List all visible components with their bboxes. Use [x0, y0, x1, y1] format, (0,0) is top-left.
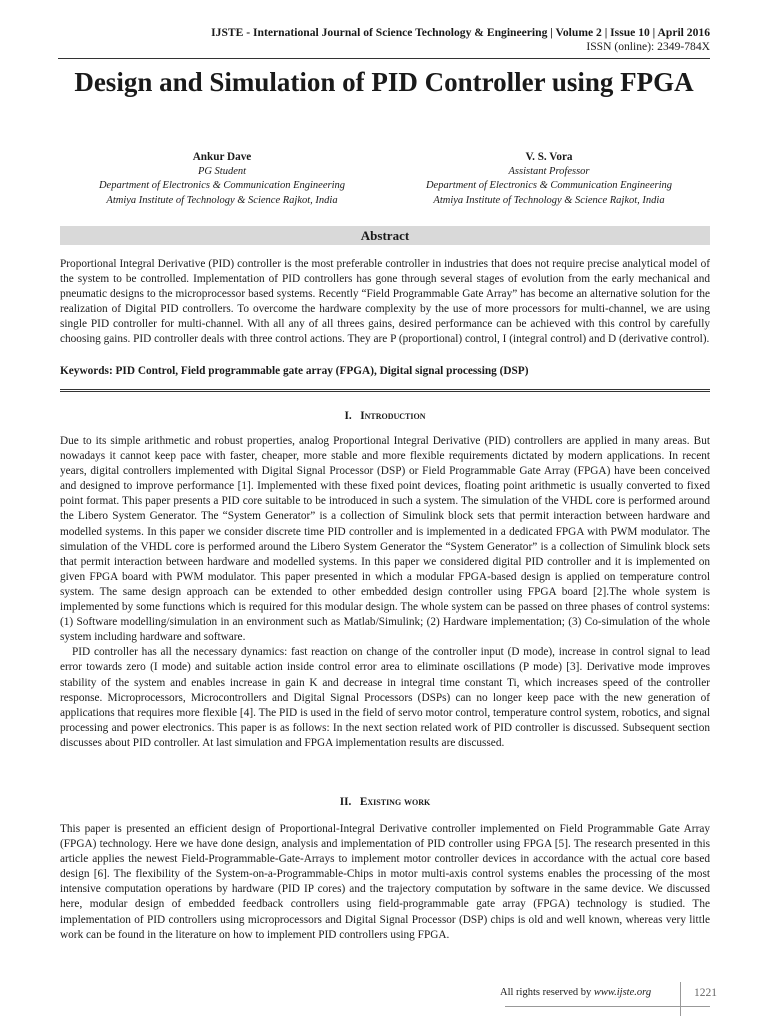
section-number: I. [344, 410, 352, 422]
abstract-text [60, 257, 710, 348]
author-role: PG Student [197, 165, 247, 177]
paragraph: Due to its simple arithmetic and robust properties, analog Proportional Integral Derivative (PID) controllers are applied in many areas. But nowadays it cannot keep pace with faster, cheaper, more stable and more flexible requirements dictated by modern applications. In recent years, digital controllers implemented with Digital Signal Processor (DSP) or Field Programmable Gate Array (FPGA) have been conceived and designed to improve performance [1]. Implemented with these fixed point devices, floating point arithmetic is usually converted to fixed point format. This paper presents a PID core suitable to be introduced in such a system. The simulation of the VHDL core is performed around the Libero System Generator. The “System Generator” is a collection of Simulink block sets that permit interaction between hardware and modelled systems. In this paper we consider discrete time PID controller and is implemented in a dedicated FPGA with PWM modulator. The simulation of the VHDL core is performed around the Libero System Generator the “System Generator” is a collection of Simulink block sets that permit interaction between hardware and modelled systems. In this paper we considered digital PID controller and it is implemented on given FPGA board with PWM modulator. This paper presented in which a modular FPGA-based design is applied on temperature control system. The same design approach can be extended to other embedded design controller using FPGA board [2].The whole system is implemented by some functions which is required for this modular design. The whole system can be passed on three phases of control systems: (1) Software modelling/simulation in an environment such as Matlab/Simulink; (2) Hardware implementation; (3) Co-simulation of the whole system including hardware and software. [60, 435, 710, 644]
author-1 [57, 150, 387, 208]
abstract-heading: Abstract [60, 226, 710, 245]
section-heading-existing-work [60, 795, 710, 809]
paragraph: This paper is presented an efficient design of Proportional-Integral Derivative controller implemented on Field Programmable Gate Array (FPGA) technology. Here we have done design, analysis and implementation of PID controller using FPGA [5]. The research presented in this article applies the newest Field-Programmable-Gate-Arrays to implement motor controller devices in accordance with the actual core based design [6]. The flexibility of the System-on-a-Programmable-Chips in motor multi-axis control systems enables the processing of the most intensive computation operations by hardware (PID IP cores) and the trajectory computation by software in the same device. We discussed here, modular design of embedded feedback controllers using field-programmable gate array (FPGA) technology is studied. The implementation of PID controllers using microprocessors and Digital Signal Processor (DSP) chips is old and well known, whereas very little work can be found in the literature on how to implement PID controllers using FPGA. [60, 823, 710, 941]
author-department: Department of Electronics & Communication Engineering [98, 180, 346, 191]
section-title: Introduction [360, 410, 426, 422]
author-name: Ankur Dave [192, 151, 252, 163]
journal-name: IJSTE - International Journal of Science Technology & Engineering | Volume 2 | Issue 10 | April 2016 [211, 26, 710, 39]
author-department: Department of Electronics & Communication Engineering [425, 180, 673, 191]
author-name: V. S. Vora [525, 151, 573, 163]
website-link[interactable]: www.ijste.org [593, 987, 652, 998]
abstract-divider-2 [60, 391, 710, 392]
keywords: Keywords: PID Control, Field programmable gate array (FPGA), Digital signal processing (DSP) [60, 365, 529, 377]
rights-text: All rights reserved by [500, 987, 592, 998]
introduction-body [60, 434, 710, 751]
abstract-divider [60, 389, 710, 390]
header-divider [58, 58, 710, 59]
author-institute: Atmiya Institute of Technology & Science Rajkot, India [433, 194, 665, 206]
paragraph: PID controller has all the necessary dynamics: fast reaction on change of the controller input (D mode), increase in control signal to lead error towards zero (I mode) and suitable action inside control error area to eliminate oscillations (P mode) [3]. Derivative mode improves stability of the system and enables increase in gain K and decrease in integral time constant Ti, which increases speed of the controller response. Microprocessors, Microcontrollers and Digital Signal Processors (DSPs) can no longer keep pace with the new generation of applications that requires more flexible [4]. The PID is used in the field of servo motor control, temperature control system, robotics, and signal processing and power electronics. This paper is as follows: In the next section related work of PID controller is discussed. Subsequent section discusses about PID controller. At last simulation and FPGA implementation results are discussed. [60, 646, 710, 749]
author-role: Assistant Professor [508, 165, 590, 177]
author-institute: Atmiya Institute of Technology & Science Rajkot, India [106, 194, 338, 206]
abstract-paragraph: Proportional Integral Derivative (PID) controller is the most preferable controller in industries that does not require precise analytical model of the system to be controlled. Implementation of PID controllers has gone through several stages of evolution from the early mechanical and pneumatic designs to the microprocessor based systems. Recently “Field Programmable Gate Array” has become an alternative solution for the realization of Digital PID controllers. To overcome the hardware complexity by the use of more processors for multi-channel, we are using single PID controller for multi-channel. With all any of all threes gains, desired performance can be achieved with this control by carefully choosing gains. PID controller deals with three control actions. They are P (proportional) control, I (integral control) and D (derivative control). [60, 258, 710, 346]
issn: ISSN (online): 2349-784X [586, 40, 710, 53]
journal-header [211, 26, 710, 54]
author-2 [384, 150, 714, 208]
section-heading-introduction [60, 409, 710, 423]
footer-rights [500, 986, 651, 1000]
section-number: II. [339, 796, 352, 808]
section-title: Existing work [359, 796, 431, 808]
existing-work-body [60, 822, 710, 943]
page-number: 1221 [694, 987, 717, 999]
paper-title: Design and Simulation of PID Controller using FPGA [74, 67, 694, 97]
